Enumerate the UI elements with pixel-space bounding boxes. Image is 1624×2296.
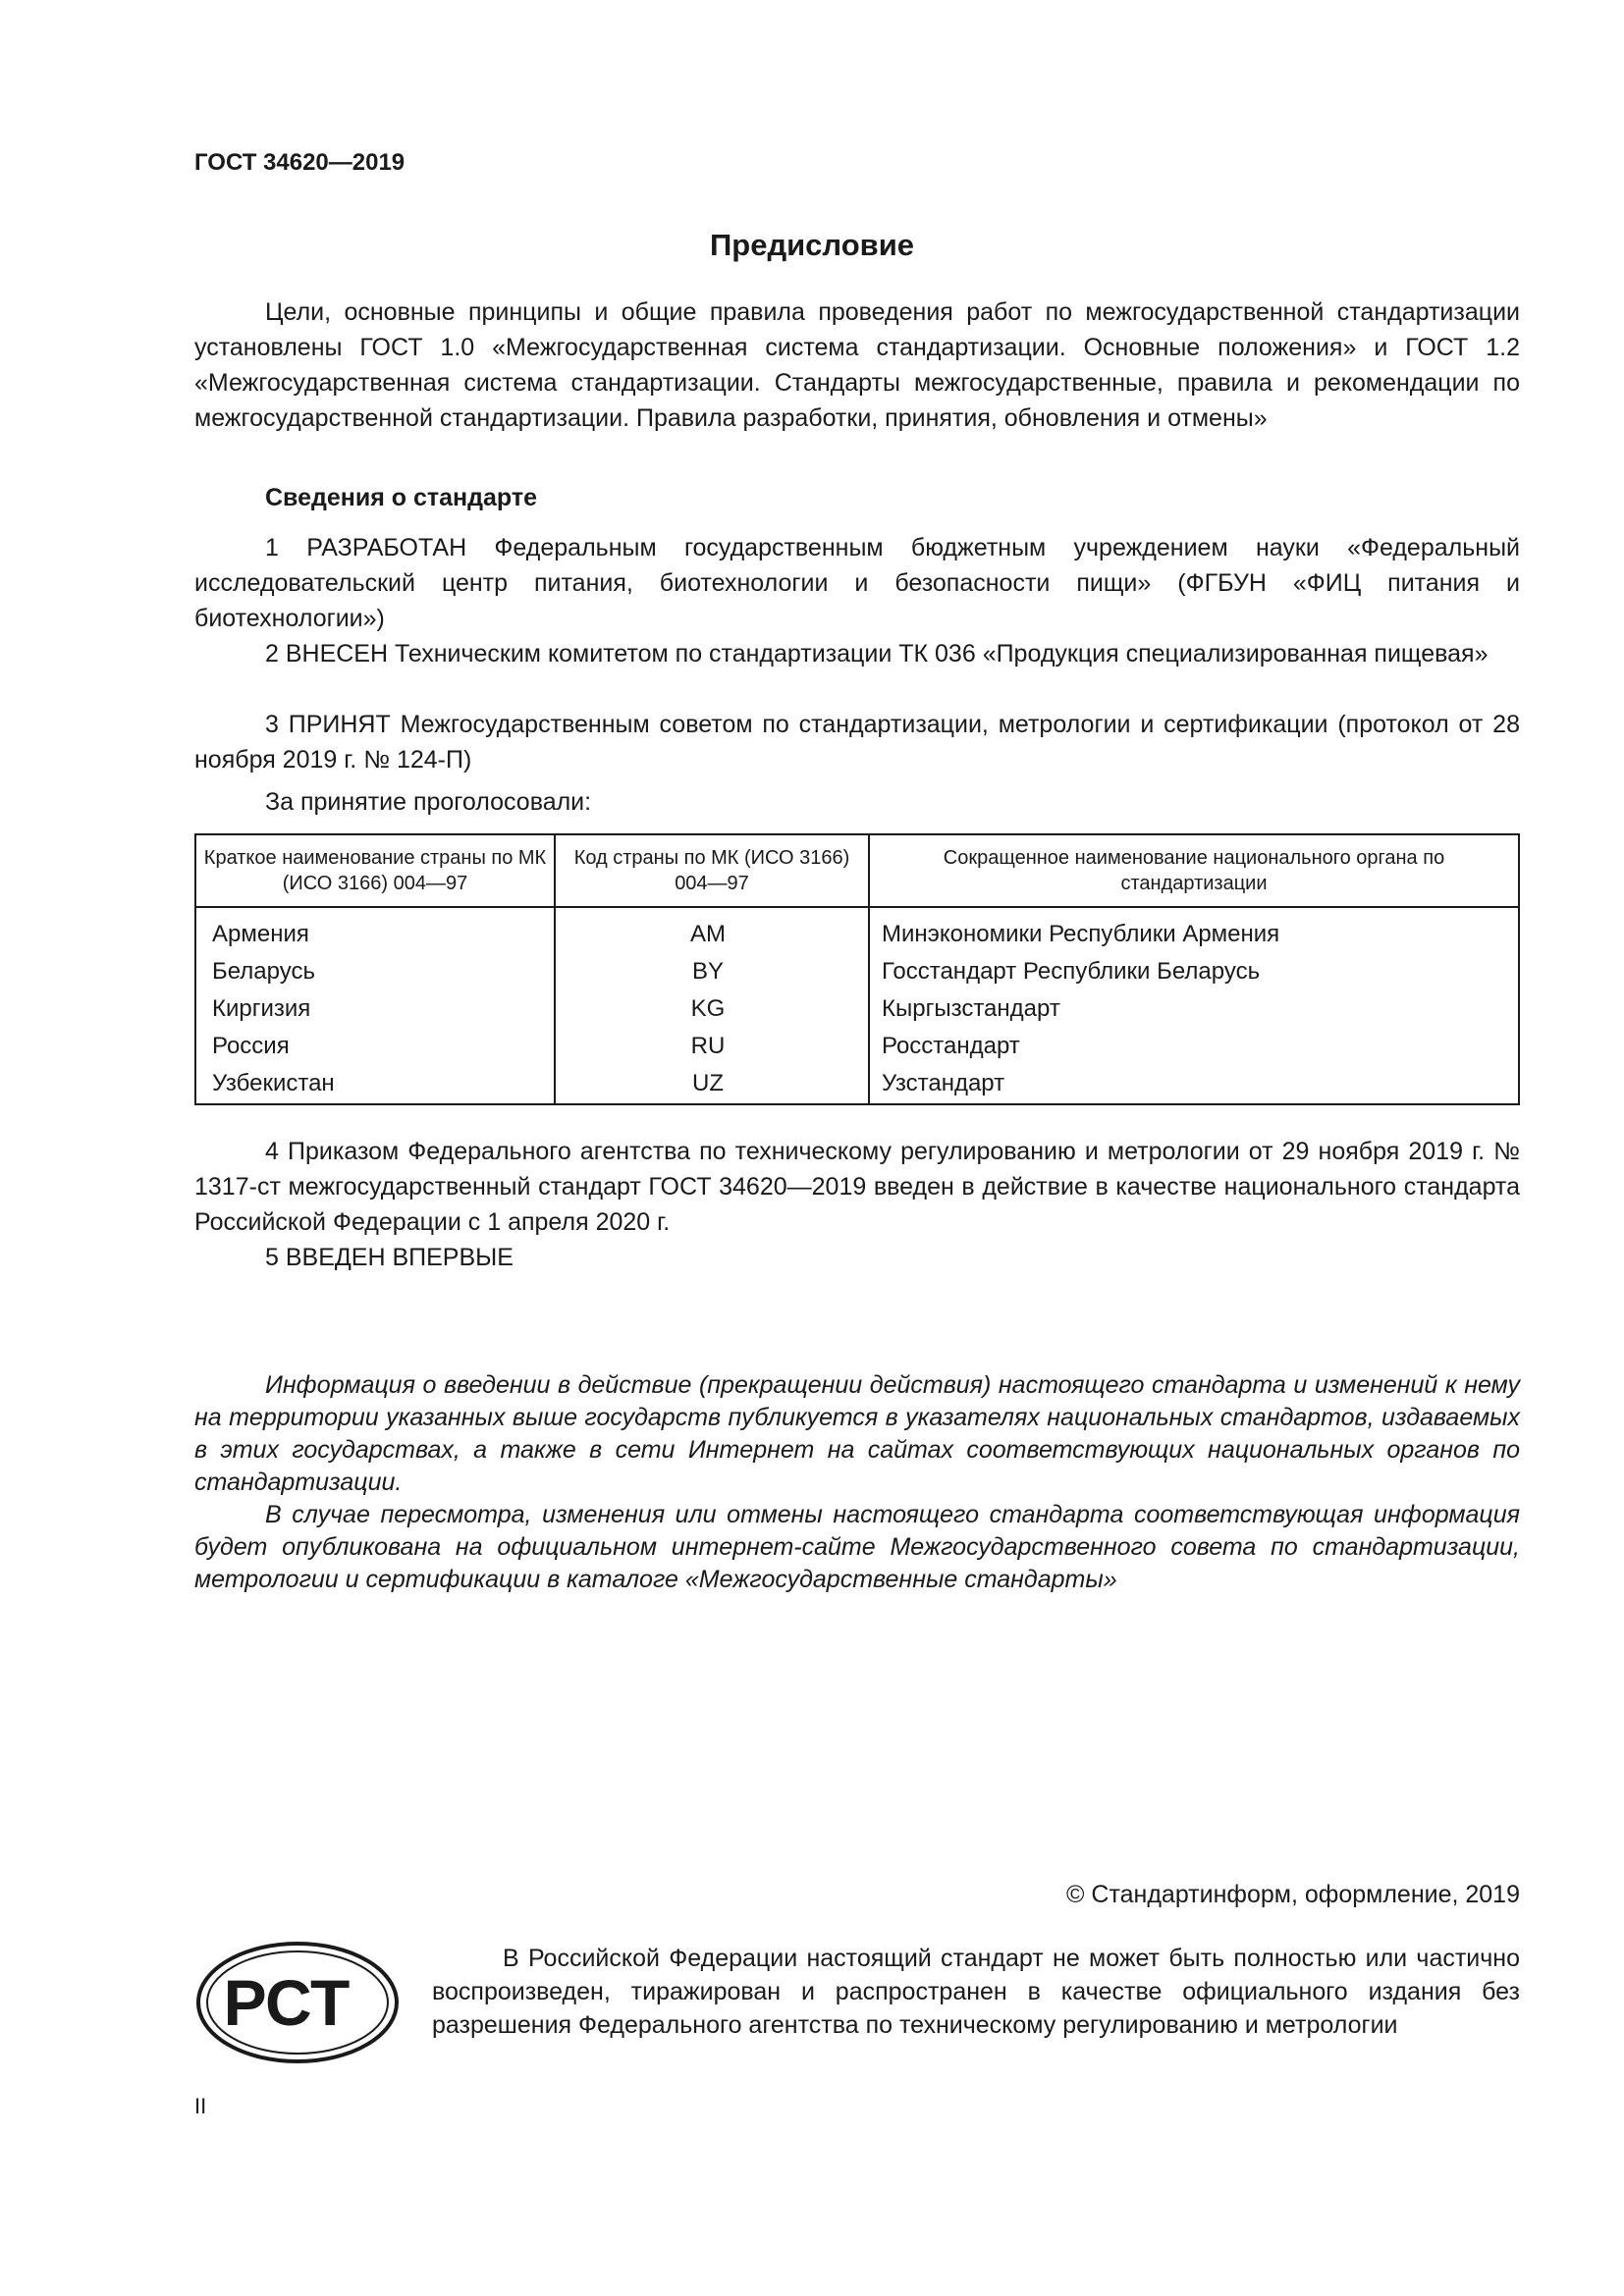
item-adopted: [194, 707, 1520, 777]
header-country-name: Краткое наименование страны по МК (ИСО 3166) 004—97: [203, 847, 547, 894]
header-standards-body: Сокращенное наименование национального органа по стандартизации: [943, 847, 1445, 894]
cell-country: Армения: [212, 921, 309, 947]
logo-lettering: РСТ: [223, 1966, 351, 2039]
info-paragraph-1: Информация о введении в действие (прекращении действия) настоящего стандарта и изменений к нему на территории указанных выше государств публикуется в указателях национальных стандартов, издаваемых в этих государствах, а также в сети Интернет на сайтах соответствующих национальных органов по стандартизации.: [194, 1371, 1520, 1496]
rst-certification-mark-icon: [194, 1939, 401, 2066]
table-row: [196, 1066, 1518, 1102]
cell-country: Беларусь: [212, 958, 315, 985]
item-submitted: [194, 636, 1520, 671]
item-first-introduced: [194, 1240, 1520, 1275]
table-row: [196, 954, 1518, 990]
foreword-intro: [194, 294, 1520, 436]
copyright-line: © Стандартинформ, оформление, 2019: [1066, 1881, 1520, 1908]
standard-info-subheading: Сведения о стандарте: [265, 484, 538, 511]
cell-code: RU: [690, 1033, 726, 1059]
page-number: II: [194, 2094, 207, 2118]
cell-code: AM: [690, 921, 726, 947]
table-row: [196, 1029, 1518, 1065]
item-2: 2 ВНЕСЕН Техническим комитетом по стандартизации ТК 036 «Продукция специализированная пищевая»: [265, 640, 1489, 667]
cell-body: Росстандарт: [882, 1033, 1020, 1059]
publication-info: [194, 1369, 1520, 1596]
cell-code: UZ: [692, 1070, 724, 1096]
item-4: 4 Приказом Федерального агентства по техническому регулированию и метрологии от 29 ноября 2019 г. № 1317-ст межгосударственный стандарт ГОСТ 34620—2019 введен в действие в качестве национального стандарта Российской Федерации с 1 апреля 2020 г.: [194, 1138, 1520, 1236]
cell-body: Госстандарт Республики Беларусь: [882, 958, 1261, 985]
table-row: [196, 991, 1518, 1028]
item-1: 1 РАЗРАБОТАН Федеральным государственным бюджетным учреждением науки «Федеральный исследовательский центр питания, биотехнологии и безопасности пищи» (ФГБУН «ФИЦ питания и биотехнологии»): [194, 534, 1520, 632]
item-5: 5 ВВЕДЕН ВПЕРВЫЕ: [265, 1244, 514, 1271]
cell-body: Кыргызстандарт: [882, 995, 1060, 1022]
voted-label: За принятие проголосовали:: [265, 788, 592, 816]
cell-country: Узбекистан: [212, 1070, 335, 1096]
cell-country: Россия: [212, 1033, 290, 1059]
table-row: [196, 917, 1518, 953]
cell-body: Минэкономики Республики Армения: [882, 921, 1280, 947]
reproduction-notice: [432, 1942, 1520, 2042]
item-enacted: [194, 1134, 1520, 1240]
table-header: [196, 835, 1518, 908]
cell-body: Узстандарт: [882, 1070, 1005, 1096]
foreword-title: Предисловие: [709, 228, 914, 262]
voting-countries-table: [194, 833, 1520, 1105]
intro-paragraph: Цели, основные принципы и общие правила проведения работ по межгосударственной стандартизации установлены ГОСТ 1.0 «Межгосударственная система стандартизации. Основные положения» и ГОСТ 1.2 «Межгосударственная система стандартизации. Стандарты межгосударственные, правила и рекомендации по межгосударственной стандартизации. Правила разработки, принятия, обновления и отмены»: [194, 298, 1520, 432]
header-country-code: Код страны по МК (ИСО 3166) 004—97: [573, 847, 850, 894]
item-3: 3 ПРИНЯТ Межгосударственным советом по стандартизации, метрологии и сертификации (протокол от 28 ноября 2019 г. № 124-П): [194, 711, 1520, 774]
cell-code: KG: [690, 995, 726, 1022]
standard-code: ГОСТ 34620—2019: [194, 149, 406, 176]
info-paragraph-2: В случае пересмотра, изменения или отмены настоящего стандарта соответствующая информация будет опубликована на официальном интернет-сайте Межгосударственного совета по стандартизации, метрологии и сертификации в каталоге «Межгосударственные стандарты»: [194, 1501, 1520, 1593]
cell-country: Киргизия: [212, 995, 311, 1022]
notice-paragraph: В Российской Федерации настоящий стандарт не может быть полностью или частично воспроизведен, тиражирован и распространен в качестве официального издания без разрешения Федерального агентства по техническому регулированию и метрологии: [432, 1945, 1520, 2039]
cell-code: BY: [691, 958, 724, 985]
item-developed: [194, 530, 1520, 636]
